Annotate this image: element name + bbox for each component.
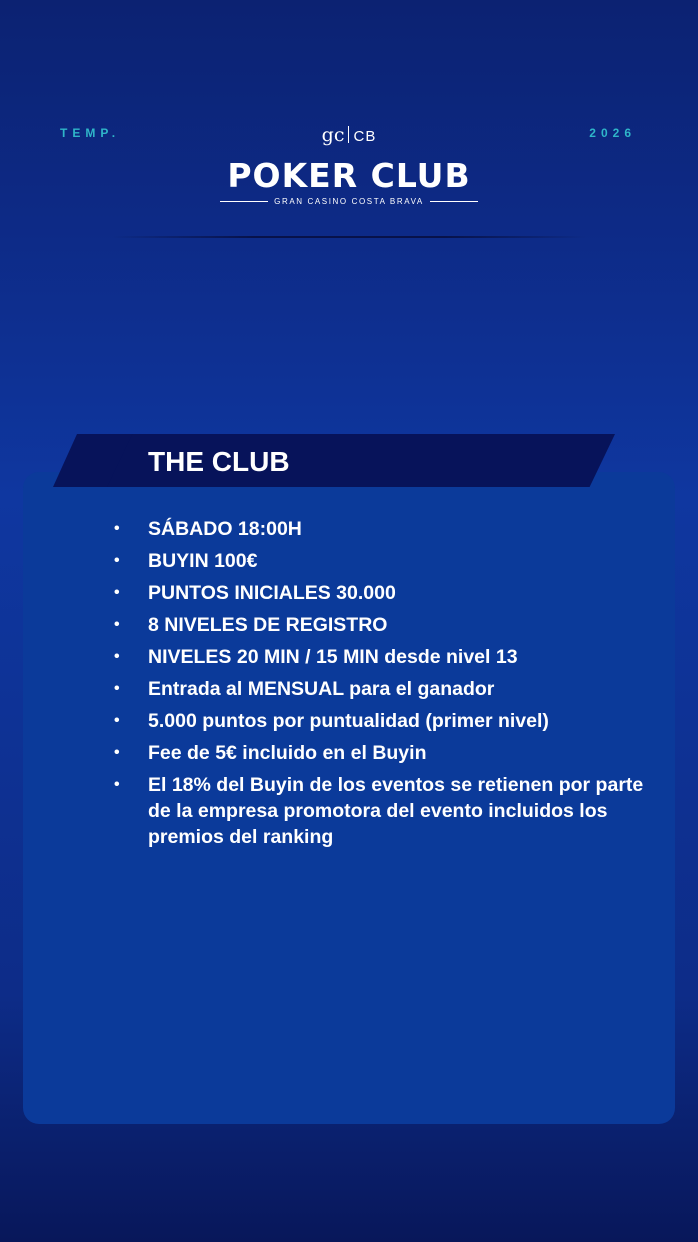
- subtitle-line-left: [220, 201, 268, 202]
- casino-name: GRAN CASINO COSTA BRAVA: [274, 197, 424, 206]
- detail-text: 8 NIVELES DE REGISTRO: [148, 614, 388, 636]
- detail-text: 5.000 puntos por puntualidad (primer nivel): [148, 710, 549, 732]
- header-divider: [112, 236, 586, 238]
- detail-text: SÁBADO 18:00H: [148, 518, 302, 540]
- bullet-icon: •: [114, 520, 120, 537]
- detail-item: [114, 516, 654, 542]
- detail-item: [114, 740, 654, 766]
- logo-separator: [348, 126, 349, 143]
- detail-item: [114, 612, 654, 638]
- bullet-icon: •: [114, 584, 120, 601]
- detail-text: Fee de 5€ incluido en el Buyin: [148, 742, 427, 764]
- subtitle-line-right: [430, 201, 478, 202]
- detail-item: [114, 772, 654, 850]
- bullet-icon: •: [114, 648, 120, 665]
- event-title: THE CLUB: [148, 446, 290, 477]
- detail-text: BUYIN 100€: [148, 550, 258, 572]
- detail-text: PUNTOS INICIALES 30.000: [148, 582, 396, 604]
- bullet-icon: •: [114, 776, 120, 793]
- detail-text: Entrada al MENSUAL para el ganador: [148, 678, 495, 700]
- bullet-icon: •: [114, 616, 120, 633]
- detail-text: El 18% del Buyin de los eventos se retienen por parte de la empresa promotora del evento incluidos los premios del ranking: [148, 774, 644, 848]
- event-details-list: [114, 516, 654, 856]
- logo-cb-text: CB: [353, 128, 377, 145]
- detail-item: [114, 580, 654, 606]
- detail-item: [114, 644, 654, 670]
- gccb-logo: [0, 124, 698, 146]
- detail-item: [114, 708, 654, 734]
- season-year: 2026: [589, 126, 636, 140]
- detail-item: [114, 676, 654, 702]
- season-label: TEMP.: [60, 126, 121, 140]
- bullet-icon: •: [114, 712, 120, 729]
- poker-club-logo: POKER CLUB: [227, 156, 471, 195]
- logo-gc-text: gc: [321, 124, 345, 146]
- detail-item: [114, 548, 654, 574]
- bullet-icon: •: [114, 680, 120, 697]
- bullet-icon: •: [114, 744, 120, 761]
- logo-subtitle: [220, 197, 478, 206]
- bullet-icon: •: [114, 552, 120, 569]
- detail-text: NIVELES 20 MIN / 15 MIN desde nivel 13: [148, 646, 518, 668]
